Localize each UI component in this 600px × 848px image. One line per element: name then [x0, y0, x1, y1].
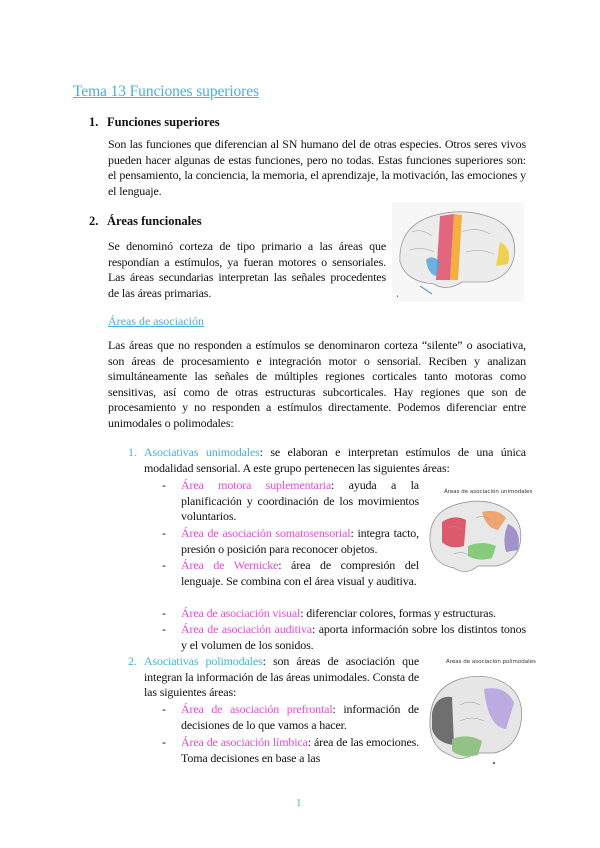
list-subitem: Área de asociación somatosensorial: integra tacto, presión o posición para reconocer objetos. [181, 526, 419, 556]
section-heading-text: Áreas funcionales [107, 214, 202, 228]
list-item-unimodales: Asociativas unimodales: se elaboran e interpretan estímulos de una única modalidad sensorial. A este grupo pertenecen las siguientes áreas: [144, 445, 526, 475]
list-number: 1. [128, 445, 137, 459]
bullet-dash: - [162, 735, 166, 749]
list-subitem: Área de asociación visual: diferenciar colores, formas y estructuras. [181, 606, 496, 620]
association-paragraph: Las áreas que no responden a estímulos se denominaron corteza “silente” o asociativa, son áreas de procesamiento e integración motor o sensorial. Reciben y analizan simultáneamente las señales de múltiples regiones corticales tanto motoras como sensitivas, así como de otras estructuras subcorticales. Hay regiones que son de procesamiento y no responden a estímulos directamente. Podemos diferenciar entre unimodales o polimodales: [108, 338, 526, 430]
section-1-paragraph: Son las funciones que diferencian al SN humano del de otras especies. Otros seres vivos pueden hacer algunas de estas funciones, pero no todas. Estas funciones superiores son: el pensamiento, la conciencia, la memoria, el aprendizaje, la motivación, las emociones y el lenguaje. [108, 137, 526, 198]
section-number: 1. [89, 115, 99, 129]
list-subitem: Área motora suplementaria: ayuda a la planificación y coordinación de los movimientos voluntarios. [181, 478, 419, 523]
bullet-dash: - [162, 478, 166, 492]
section-heading-2 [89, 214, 202, 229]
bullet-dash: - [162, 702, 166, 716]
section-2-paragraph: Se denominó corteza de tipo primario a las áreas que respondían a estímulos, ya fueran motores o sensoriales. Las áreas secundarias interpretan las señales procedentes de las áreas primarias. [108, 239, 386, 300]
list-subitem: Área de asociación auditiva: aporta información sobre los distintos tonos y el volumen de los sonidos. [181, 622, 526, 652]
bullet-dash: - [162, 606, 166, 620]
figure-caption: Áreas de asociación unimodales [444, 489, 533, 495]
section-number: 2. [89, 214, 99, 228]
brain-polymodal-figure [424, 655, 536, 770]
bullet-dash: - [162, 526, 166, 540]
brain-unimodal-figure [424, 484, 533, 582]
list-item-polimodales: Asociativas polimodales: son áreas de asociación que integran la información de las áreas unimodales. Consta de las siguientes áreas: [144, 654, 419, 699]
bullet-dash: - [162, 622, 166, 636]
brain-primary-areas-figure [392, 202, 524, 302]
association-areas-link[interactable]: Áreas de asociación [108, 314, 204, 328]
term: Asociativas unimodales [144, 445, 260, 459]
list-number: 2. [128, 654, 137, 668]
list-subitem: Área de Wernicke: área de compresión del lenguaje. Se combina con el área visual y auditiva. [181, 558, 419, 588]
list-subitem: Área de asociación prefrontal: información de decisiones de lo que vamos a hacer. [181, 702, 419, 732]
page-number: 1 [296, 797, 302, 809]
svg-text:•: • [396, 294, 399, 300]
document-title: Tema 13 Funciones superiores [73, 83, 259, 100]
section-heading-text: Funciones superiores [107, 115, 220, 129]
section-heading-1 [89, 115, 220, 130]
bullet-dash: - [162, 558, 166, 572]
term: Asociativas polimodales [144, 654, 263, 668]
figure-caption: Áreas de asociación polimodales [446, 659, 536, 665]
list-subitem: Área de asociación límbica: área de las emociones. Toma decisiones en base a las [181, 735, 419, 765]
